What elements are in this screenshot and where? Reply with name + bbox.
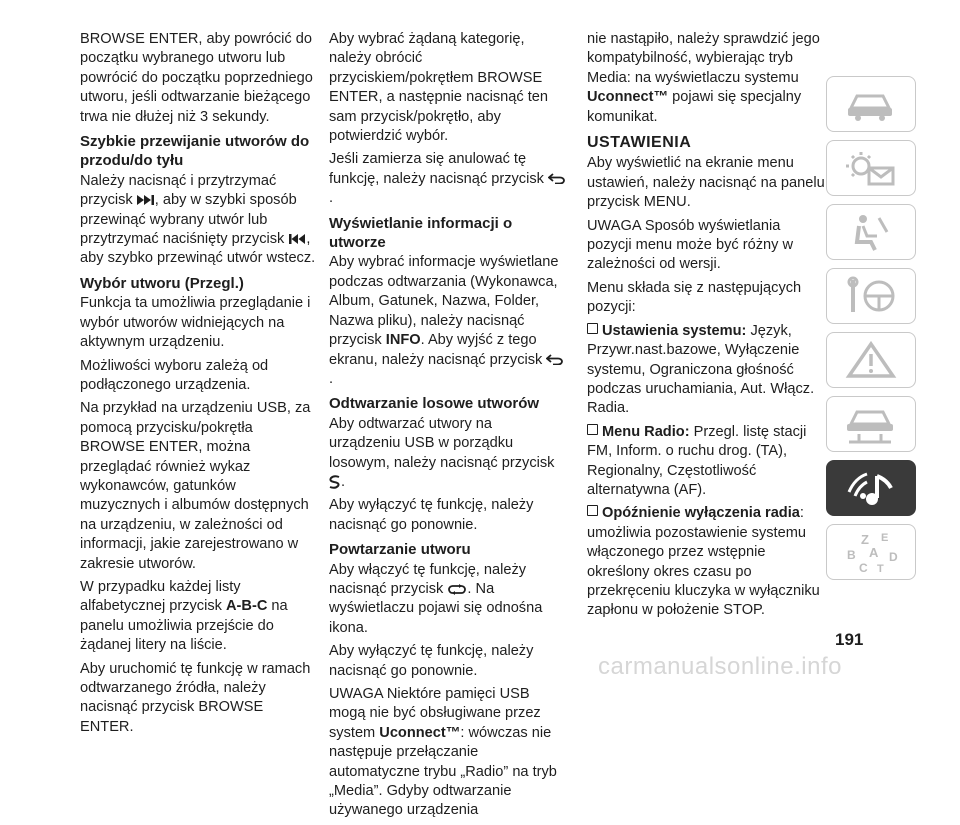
text-column-1 [80,30,318,741]
paragraph: Aby włączyć tę funkcję, należy nacisnąć przycisk . Na wyświetlaczu pojawi się odnośna ikona. [329,561,543,636]
paragraph: Na przykład na urządzeniu USB, za pomocą przycisku/pokrętła BROWSE ENTER, można przeglądać również wykaz wykonawców, gatunków muzycznych i albumów dostępnych na urządzeniu, w zależności od informacji, jakie zarejestrowano w zakresie utworów. [80,400,311,572]
section-title-settings: USTAWIENIA [587,134,692,152]
paragraph: Należy nacisnąć i przytrzymać przycisk , aby w szybki sposób przewinąć wybrany utwór lub przytrzymać naciśnięty przycisk , aby szybko przewinąć utwór wstecz. [80,172,316,267]
bullet-icon [587,424,598,435]
menu-item-radio-off-delay: Opóźnienie wyłączenia radia: umożliwia pozostawienie systemu włączonego przez wstępnie określony okres czasu po przekręceniu kluczyka w wyłączniku zapłonu w położenie STOP. [587,505,820,619]
tab-index[interactable] [826,524,916,580]
chapter-tabs [826,76,920,588]
heading-track-info: Wyświetlanie informacji o utworze [329,214,513,252]
paragraph: Funkcja ta umożliwia przeglądanie i wybór utworów widniejących na aktywnym urządzeniu. [80,295,311,351]
tab-dashboard[interactable] [826,76,916,132]
bullet-icon [587,323,598,334]
paragraph: Jeśli zamierza się anulować tę funkcję, należy nacisnąć przycisk . [329,150,567,208]
repeat-icon [447,584,467,595]
heading-fast-skip: Szybkie przewijanie utworów do przodu/do tyłu [80,133,310,170]
paragraph: Aby wyłączyć tę funkcję, należy nacisnąć go ponownie. [329,497,534,533]
tab-lights-messages[interactable] [826,140,916,196]
back-arrow-icon [546,354,564,365]
paragraph: Aby wyświetlić na ekranie menu ustawień, należy nacisnąć na panelu przycisk MENU. [587,155,825,211]
heading-track-select: Wybór utworu (Przegl.) [80,274,244,292]
menu-item-system-settings: Ustawienia systemu: Język, Przywr.nast.bazowe, Wyłączenie systemu, Ograniczona głośność podczas uruchamiania, Aut. Włącz. Radia. [587,322,815,417]
paragraph: UWAGA Sposób wyświetlania pozycji menu może być różny w zależności od wersji. [587,217,794,273]
index-letter: A [869,545,879,560]
heading-repeat: Powtarzanie utworu [329,541,471,559]
paragraph: Aby odtwarzać utwory na urządzeniu USB w porządku losowym, należy nacisnąć przycisk . [329,415,555,490]
paragraph: Aby wyłączyć tę funkcję, należy nacisnąć go ponownie. [329,643,534,679]
bullet-icon [587,505,598,516]
multimedia-note-icon [841,466,901,510]
tab-safety[interactable] [826,204,916,260]
steering-wrench-icon [841,276,901,316]
tab-emergency[interactable] [826,332,916,388]
paragraph: Aby wybrać informacje wyświetlane podczas odtwarzania (Wykonawca, Album, Gatunek, Nazwa, Folder, Nazwa pliku), należy nacisnąć przycisk INFO. Aby wyjść z tego ekranu, należy nacisnąć przycisk . [329,253,567,389]
seat-airbag-icon [843,212,899,252]
tab-driving[interactable] [826,268,916,324]
light-envelope-icon [841,148,901,188]
tab-multimedia[interactable] [826,460,916,516]
menu-item-radio-menu: Menu Radio: Przegl. listę stacji FM, Inform. o ruchu drog. (TA), Regionalny, Częstotliwość alternatywna (AF). [587,423,807,498]
paragraph: Menu składa się z następujących pozycji: [587,279,802,316]
paragraph: nie nastąpiło, należy sprawdzić jego kompatybilność, wybierając tryb Media: na wyświetlaczu systemu Uconnect™ pojawi się specjalny komunikat. [587,31,820,125]
text-column-2 [329,30,567,825]
tab-maintenance[interactable] [826,396,916,452]
index-letter: D [889,550,898,564]
paragraph: Możliwości wyboru zależą od podłączonego urządzenia. [80,357,269,393]
paragraph: Aby wybrać żądaną kategorię, należy obrócić przyciskiem/pokrętłem BROWSE ENTER, a następnie nacisnąć ten sam przycisk/pokrętło, aby potwierdzić wybór. [329,31,549,145]
paragraph: Aby uruchomić tę funkcję w ramach odtwarzanego źródła, należy nacisnąć przycisk BROWSE ENTER. [80,660,311,735]
paragraph: BROWSE ENTER, aby powrócić do początku wybranego utworu lub powrócić do początku poprzedniego utworu, jeśli odtwarzanie bieżącego trwa nie dłużej niż 3 sekundy. [80,31,313,125]
watermark: carmanualsonline.info [598,653,842,680]
rewind-icon [288,234,306,244]
car-dashboard-icon [843,86,899,122]
index-letter: C [859,561,868,575]
index-abc-icon [839,529,903,575]
shuffle-icon [329,475,341,489]
warning-triangle-icon [843,340,899,380]
index-letter: E [881,532,889,544]
fast-forward-icon [137,195,155,205]
index-letter: Z [861,532,869,547]
index-letter: B [847,548,856,562]
index-letter: T [877,563,884,575]
paragraph: UWAGA Niektóre pamięci USB mogą nie być obsługiwane przez system Uconnect™: wówczas nie następuje przełączanie automatyczne trybu „Radio” na tryb „Media”. Gdyby odtwarzanie używanego urządzenia [329,686,557,819]
car-lift-icon [841,404,901,444]
text-column-3 [587,30,825,625]
page-number: 191 [835,630,864,649]
heading-shuffle: Odtwarzanie losowe utworów [329,395,540,413]
back-arrow-icon [548,173,566,184]
paragraph: W przypadku każdej listy alfabetycznej przycisk A-B-C na panelu umożliwia przejście do żądanej litery na liście. [80,578,288,654]
